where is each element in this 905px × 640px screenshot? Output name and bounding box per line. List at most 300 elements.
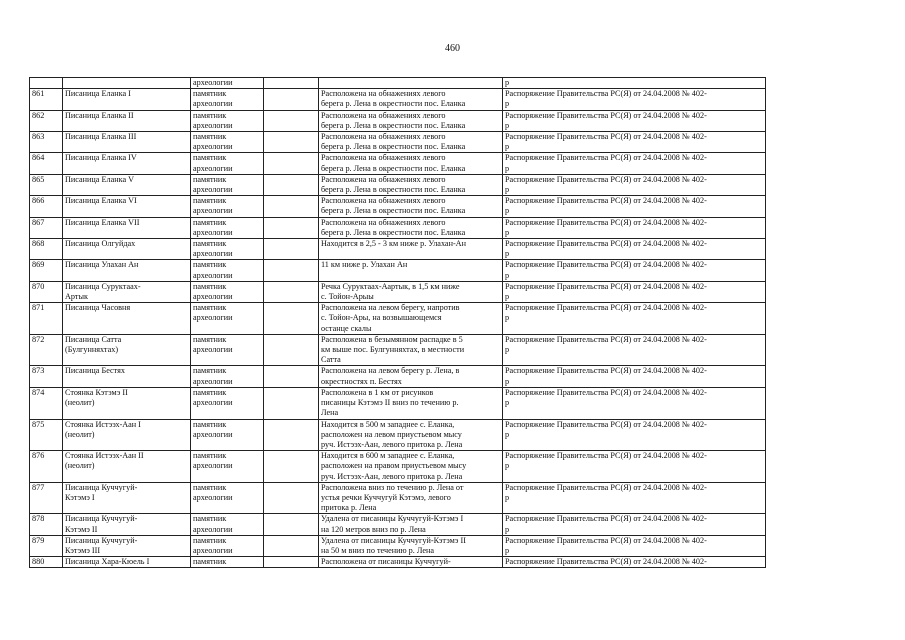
location-cell <box>319 153 503 174</box>
document-cell <box>503 132 766 153</box>
location-line: Расположена на обнажениях левого <box>321 174 446 184</box>
document-line: р <box>505 292 510 302</box>
row-number-cell <box>30 260 63 281</box>
document-cell <box>503 217 766 238</box>
document-cell <box>503 239 766 260</box>
monument-type-cell <box>191 196 264 217</box>
empty-cell <box>264 78 319 89</box>
document-line: р <box>505 398 510 408</box>
monument-name-cell <box>63 387 191 419</box>
monument-name-line: Кэтэмэ II <box>65 524 98 534</box>
document-line: р <box>505 99 510 109</box>
empty-cell <box>264 334 319 366</box>
monument-name-line: Писаница Сатта <box>65 334 122 344</box>
monument-type-line: памятник <box>193 387 227 397</box>
monument-name-line: Писаница Куччугуй- <box>65 482 138 492</box>
monument-type-line: археологии <box>193 249 233 259</box>
document-line: Распоряжение Правительства РС(Я) от 24.04.2008 № 402- <box>505 174 707 184</box>
empty-cell <box>264 419 319 451</box>
document-cell <box>503 557 766 568</box>
monument-type-line: памятник <box>193 303 227 313</box>
monument-type-cell <box>191 557 264 568</box>
document-line: Распоряжение Правительства РС(Я) от 24.04.2008 № 402- <box>505 281 707 291</box>
monument-type-cell <box>191 260 264 281</box>
empty-cell <box>264 366 319 387</box>
location-line: берега р. Лена в окрестности пос. Еланка <box>321 142 466 152</box>
row-number-text: 879 <box>32 535 45 545</box>
location-cell <box>319 535 503 556</box>
monument-name-line: Писаница Куччугуй- <box>65 514 138 524</box>
empty-text <box>266 335 316 345</box>
location-line: расположен на левом приустьевом мысу <box>321 429 462 439</box>
table-row <box>30 557 766 568</box>
location-cell <box>319 482 503 514</box>
monument-type-line: археологии <box>193 313 233 323</box>
monument-name-line: Кэтэмэ I <box>65 492 95 502</box>
document-line: Распоряжение Правительства РС(Я) от 24.04.2008 № 402- <box>505 535 707 545</box>
table-row <box>30 419 766 451</box>
monument-name-line: Писаница Улахан Ан <box>65 260 139 270</box>
document-cell <box>503 89 766 110</box>
row-number-text: 876 <box>32 451 45 461</box>
document-line: Распоряжение Правительства РС(Я) от 24.04.2008 № 402- <box>505 451 707 461</box>
location-line: Расположена от писаницы Куччугуй- <box>321 557 451 567</box>
monument-name-cell <box>63 281 191 302</box>
document-line: р <box>505 429 510 439</box>
monument-name-line: Писаница Суруктаах- <box>65 281 141 291</box>
monument-name-line: Писаница Еланка I <box>65 89 131 99</box>
empty-text <box>266 239 316 249</box>
monument-type-cell <box>191 514 264 535</box>
empty-cell <box>264 260 319 281</box>
monument-name-line: Артык <box>65 292 88 302</box>
location-line: Расположена на обнажениях левого <box>321 153 446 163</box>
table-row <box>30 387 766 419</box>
location-line: Расположена на обнажениях левого <box>321 132 446 142</box>
monument-type-line: археологии <box>193 376 233 386</box>
monument-name-cell <box>63 110 191 131</box>
row-number-text: 871 <box>32 303 45 313</box>
location-line <box>321 78 500 88</box>
monument-name-cell <box>63 78 191 89</box>
document-cell <box>503 334 766 366</box>
location-line: берега р. Лена в окрестности пос. Еланка <box>321 163 466 173</box>
location-line: Находится в 600 м западнее с. Еланка, <box>321 451 455 461</box>
monument-name-line: Писаница Еланка V <box>65 174 135 184</box>
monument-type-line: памятник <box>193 419 227 429</box>
empty-cell <box>264 535 319 556</box>
location-line: км выше пос. Булгунняхтах, в местности <box>321 345 465 355</box>
monument-name-line: Стоянка Кэтэмэ II <box>65 387 128 397</box>
monument-type-line: памятник <box>193 451 227 461</box>
monument-type-line: памятник <box>193 153 227 163</box>
table-row <box>30 482 766 514</box>
monument-name-cell <box>63 217 191 238</box>
empty-text <box>266 557 316 567</box>
monument-name-cell <box>63 153 191 174</box>
monument-name-cell <box>63 514 191 535</box>
row-number-cell <box>30 482 63 514</box>
monument-type-line: археологии <box>193 398 233 408</box>
empty-cell <box>264 153 319 174</box>
location-line: Удалена от писаницы Куччугуй-Кэтэмэ I <box>321 514 464 524</box>
row-number-cell <box>30 281 63 302</box>
monument-type-line: археологии <box>193 492 233 502</box>
monument-name-cell <box>63 89 191 110</box>
row-number-text: 868 <box>32 239 45 249</box>
row-number-text: 866 <box>32 196 45 206</box>
monument-type-line: памятник <box>193 239 227 249</box>
document-cell <box>503 153 766 174</box>
document-line: р <box>505 270 510 280</box>
monument-name-line: Писаница Бестях <box>65 366 125 376</box>
row-number-text: 864 <box>32 153 45 163</box>
table-row <box>30 196 766 217</box>
document-line: р <box>505 376 510 386</box>
monument-type-line: памятник <box>193 366 227 376</box>
location-line: Лена <box>321 408 339 418</box>
document-line: р <box>505 313 510 323</box>
document-cell <box>503 419 766 451</box>
row-number-cell <box>30 366 63 387</box>
empty-text <box>266 536 316 546</box>
monument-type-line: памятник <box>193 89 227 99</box>
monument-name-line: Писаница Куччугуй- <box>65 535 138 545</box>
location-line: с. Тойон-Арыы <box>321 292 374 302</box>
monument-name-line: Писаница Еланка III <box>65 132 137 142</box>
empty-text <box>266 303 316 313</box>
monument-type-line: памятник <box>193 482 227 492</box>
monument-type-cell <box>191 281 264 302</box>
table-row <box>30 366 766 387</box>
monument-name-line: Стоянка Истээх-Аан II <box>65 451 144 461</box>
location-line: Удалена от писаницы Куччугуй-Кэтэмэ II <box>321 535 466 545</box>
location-cell <box>319 557 503 568</box>
empty-text <box>266 196 316 206</box>
location-line: Сатта <box>321 355 341 365</box>
location-line: писаницы Кэтэмэ II вниз по течению р. <box>321 398 459 408</box>
table-row <box>30 303 766 335</box>
location-line: Речка Суруктаах-Аартык, в 1,5 км ниже <box>321 281 460 291</box>
row-number-text <box>32 78 60 88</box>
table-row <box>30 132 766 153</box>
document-line: Распоряжение Правительства РС(Я) от 24.04.2008 № 402- <box>505 387 707 397</box>
document-cell <box>503 303 766 335</box>
monument-name-line: Писаница Еланка IV <box>65 153 137 163</box>
monument-name-line: (неолит) <box>65 398 95 408</box>
location-cell <box>319 260 503 281</box>
empty-text <box>266 420 316 430</box>
empty-cell <box>264 132 319 153</box>
document-line: р <box>505 142 510 152</box>
location-line: Находится в 500 м западнее с. Еланка, <box>321 419 455 429</box>
location-line: Расположена на обнажениях левого <box>321 217 446 227</box>
document-line: Распоряжение Правительства РС(Я) от 24.04.2008 № 402- <box>505 89 707 99</box>
location-line: берега р. Лена в окрестности пос. Еланка <box>321 206 466 216</box>
document-line: р <box>505 78 510 87</box>
location-line: на 50 м вниз по течению р. Лена <box>321 545 434 555</box>
monument-type-line: памятник <box>193 535 227 545</box>
empty-cell <box>264 303 319 335</box>
table-row <box>30 260 766 281</box>
monument-type-cell <box>191 78 264 89</box>
row-number-cell <box>30 239 63 260</box>
location-cell <box>319 217 503 238</box>
monument-type-line: археологии <box>193 270 233 280</box>
document-line: Распоряжение Правительства РС(Я) от 24.04.2008 № 402- <box>505 239 707 249</box>
location-cell <box>319 419 503 451</box>
row-number-cell <box>30 89 63 110</box>
location-line: Расположена на обнажениях левого <box>321 196 446 206</box>
empty-cell <box>264 217 319 238</box>
monument-name-line: Кэтэмэ III <box>65 545 101 555</box>
table-row <box>30 89 766 110</box>
location-cell <box>319 387 503 419</box>
location-cell <box>319 451 503 483</box>
document-cell <box>503 281 766 302</box>
location-line: Расположена на левом берегу, напротив <box>321 303 460 313</box>
monument-type-cell <box>191 334 264 366</box>
row-number-text: 865 <box>32 174 45 184</box>
document-line: Распоряжение Правительства РС(Я) от 24.04.2008 № 402- <box>505 514 707 524</box>
empty-text <box>266 111 316 121</box>
location-line: Расположена в безымянном распадке в 5 <box>321 334 463 344</box>
table-row <box>30 281 766 302</box>
document-cell <box>503 366 766 387</box>
monument-type-line: археологии <box>193 345 233 355</box>
monument-type-line: памятник <box>193 110 227 120</box>
location-line: берега р. Лена в окрестности пос. Еланка <box>321 227 466 237</box>
empty-text <box>266 132 316 142</box>
document-cell <box>503 260 766 281</box>
location-line: на 120 метров вниз по р. Лена <box>321 524 426 534</box>
monument-type-line: археологии <box>193 292 233 302</box>
monument-name-cell <box>63 482 191 514</box>
empty-cell <box>264 482 319 514</box>
location-line: притока р. Лена <box>321 503 377 513</box>
monument-type-cell <box>191 174 264 195</box>
row-number-text: 867 <box>32 217 45 227</box>
document-line: Распоряжение Правительства РС(Я) от 24.04.2008 № 402- <box>505 557 707 567</box>
location-line: Расположена на обнажениях левого <box>321 110 446 120</box>
empty-cell <box>264 387 319 419</box>
monument-name-cell <box>63 451 191 483</box>
row-number-cell <box>30 303 63 335</box>
row-number-cell <box>30 451 63 483</box>
row-number-cell <box>30 196 63 217</box>
monument-type-cell <box>191 535 264 556</box>
location-line: расположен на правом приустьевом мысу <box>321 461 467 471</box>
table-row <box>30 217 766 238</box>
monument-type-cell <box>191 239 264 260</box>
row-number-cell <box>30 535 63 556</box>
row-number-cell <box>30 514 63 535</box>
row-number-text: 878 <box>32 514 45 524</box>
monument-name-cell <box>63 557 191 568</box>
location-line: Находится в 2,5 - 3 км ниже р. Улахан-Ан <box>321 239 466 249</box>
monument-type-line: археологии <box>193 227 233 237</box>
empty-cell <box>264 514 319 535</box>
row-number-text: 877 <box>32 482 45 492</box>
monument-type-line: археологии <box>193 545 233 555</box>
monument-type-cell <box>191 366 264 387</box>
document-line: р <box>505 249 510 259</box>
location-line: берега р. Лена в окрестности пос. Еланка <box>321 99 466 109</box>
monument-name-line: Писаница Часовня <box>65 303 131 313</box>
monument-type-line: памятник <box>193 132 227 142</box>
document-line: Распоряжение Правительства РС(Я) от 24.04.2008 № 402- <box>505 334 707 344</box>
empty-text <box>266 514 316 524</box>
monument-name-line: Стоянка Истээх-Аан I <box>65 419 141 429</box>
empty-text <box>266 282 316 292</box>
monument-name-line: Писаница Олгуйдах <box>65 239 136 249</box>
empty-text <box>266 153 316 163</box>
empty-text <box>266 451 316 461</box>
table-row <box>30 451 766 483</box>
document-line: р <box>505 461 510 471</box>
monument-type-cell <box>191 482 264 514</box>
monument-name-line <box>65 78 188 88</box>
monument-type-line: памятник <box>193 260 227 270</box>
row-number-text: 863 <box>32 132 45 142</box>
table-row <box>30 514 766 535</box>
document-line: р <box>505 492 510 502</box>
empty-cell <box>264 557 319 568</box>
monument-name-cell <box>63 535 191 556</box>
monument-name-line: Писаница Еланка VII <box>65 217 140 227</box>
location-cell <box>319 78 503 89</box>
location-cell <box>319 514 503 535</box>
location-cell <box>319 303 503 335</box>
empty-text <box>266 218 316 228</box>
table-row <box>30 78 766 89</box>
location-line: берега р. Лена в окрестности пос. Еланка <box>321 185 466 195</box>
document-line: Распоряжение Правительства РС(Я) от 24.04.2008 № 402- <box>505 303 707 313</box>
row-number-cell <box>30 419 63 451</box>
document-cell <box>503 387 766 419</box>
location-line: 11 км ниже р. Улахан Ан <box>321 260 408 270</box>
document-line: Распоряжение Правительства РС(Я) от 24.04.2008 № 402- <box>505 482 707 492</box>
location-cell <box>319 110 503 131</box>
monument-type-line: памятник <box>193 281 227 291</box>
document-line: р <box>505 163 510 173</box>
monument-name-cell <box>63 260 191 281</box>
monument-type-line: памятник <box>193 217 227 227</box>
monument-type-cell <box>191 387 264 419</box>
monument-type-line: археологии <box>193 142 233 152</box>
document-line: Распоряжение Правительства РС(Я) от 24.04.2008 № 402- <box>505 366 707 376</box>
monument-type-line: археологии <box>193 99 233 109</box>
location-cell <box>319 334 503 366</box>
document-line: р <box>505 227 510 237</box>
document-line: Распоряжение Правительства РС(Я) от 24.04.2008 № 402- <box>505 110 707 120</box>
location-line: Расположена вниз по течению р. Лена от <box>321 482 464 492</box>
location-line: берега р. Лена в окрестности пос. Еланка <box>321 120 466 130</box>
monument-name-cell <box>63 174 191 195</box>
row-number-cell <box>30 110 63 131</box>
document-line: Распоряжение Правительства РС(Я) от 24.04.2008 № 402- <box>505 260 707 270</box>
empty-cell <box>264 174 319 195</box>
document-line: Распоряжение Правительства РС(Я) от 24.04.2008 № 402- <box>505 132 707 142</box>
document-line: р <box>505 345 510 355</box>
location-line: Расположена на левом берегу р. Лена, в <box>321 366 460 376</box>
monument-type-line: археологии <box>193 429 233 439</box>
location-cell <box>319 132 503 153</box>
location-cell <box>319 281 503 302</box>
monument-type-cell <box>191 89 264 110</box>
document-cell <box>503 174 766 195</box>
empty-cell <box>264 239 319 260</box>
location-line: Расположена в 1 км от рисунков <box>321 387 434 397</box>
row-number-text: 862 <box>32 110 45 120</box>
location-line: руч. Истээх-Аан, левого притока р. Лена <box>321 471 463 481</box>
row-number-cell <box>30 217 63 238</box>
document-line: р <box>505 524 510 534</box>
document-cell <box>503 514 766 535</box>
empty-text <box>266 260 316 270</box>
document-cell <box>503 535 766 556</box>
document-line: р <box>505 120 510 130</box>
table-row <box>30 153 766 174</box>
monument-type-cell <box>191 451 264 483</box>
monument-name-line: Писаница Еланка II <box>65 110 134 120</box>
monument-type-line: памятник <box>193 174 227 184</box>
empty-cell <box>264 89 319 110</box>
empty-cell <box>264 110 319 131</box>
location-cell <box>319 174 503 195</box>
monument-type-line: памятник <box>193 334 227 344</box>
monument-type-cell <box>191 153 264 174</box>
document-line: р <box>505 206 510 216</box>
monument-type-line: памятник <box>193 196 227 206</box>
empty-cell <box>264 196 319 217</box>
document-cell <box>503 482 766 514</box>
row-number-cell <box>30 132 63 153</box>
empty-text <box>266 175 316 185</box>
location-line: окрестностях п. Бестях <box>321 376 402 386</box>
monument-type-line: археологии <box>193 185 233 195</box>
monument-name-line: Писаница Еланка VI <box>65 196 137 206</box>
empty-cell <box>264 451 319 483</box>
location-line: останце скалы <box>321 323 372 333</box>
location-line: руч. Истээх-Аан, левого притока р. Лена <box>321 439 463 449</box>
monument-name-line: (Булгунняхтах) <box>65 345 119 355</box>
row-number-text: 880 <box>32 557 45 567</box>
document-line: Распоряжение Правительства РС(Я) от 24.04.2008 № 402- <box>505 419 707 429</box>
table-row <box>30 110 766 131</box>
row-number-cell <box>30 174 63 195</box>
row-number-text: 873 <box>32 366 45 376</box>
document-cell <box>503 451 766 483</box>
row-number-text: 872 <box>32 334 45 344</box>
monument-name-cell <box>63 196 191 217</box>
monument-type-cell <box>191 303 264 335</box>
location-cell <box>319 239 503 260</box>
row-number-text: 875 <box>32 419 45 429</box>
row-number-text: 869 <box>32 260 45 270</box>
document-cell <box>503 196 766 217</box>
table-row <box>30 334 766 366</box>
monument-name-line: (неолит) <box>65 461 95 471</box>
monument-type-cell <box>191 110 264 131</box>
document-line: Распоряжение Правительства РС(Я) от 24.04.2008 № 402- <box>505 153 707 163</box>
monument-type-line: археологии <box>193 163 233 173</box>
row-number-cell <box>30 334 63 366</box>
monument-type-cell <box>191 132 264 153</box>
document-line: р <box>505 185 510 195</box>
monument-name-cell <box>63 419 191 451</box>
monument-type-cell <box>191 217 264 238</box>
